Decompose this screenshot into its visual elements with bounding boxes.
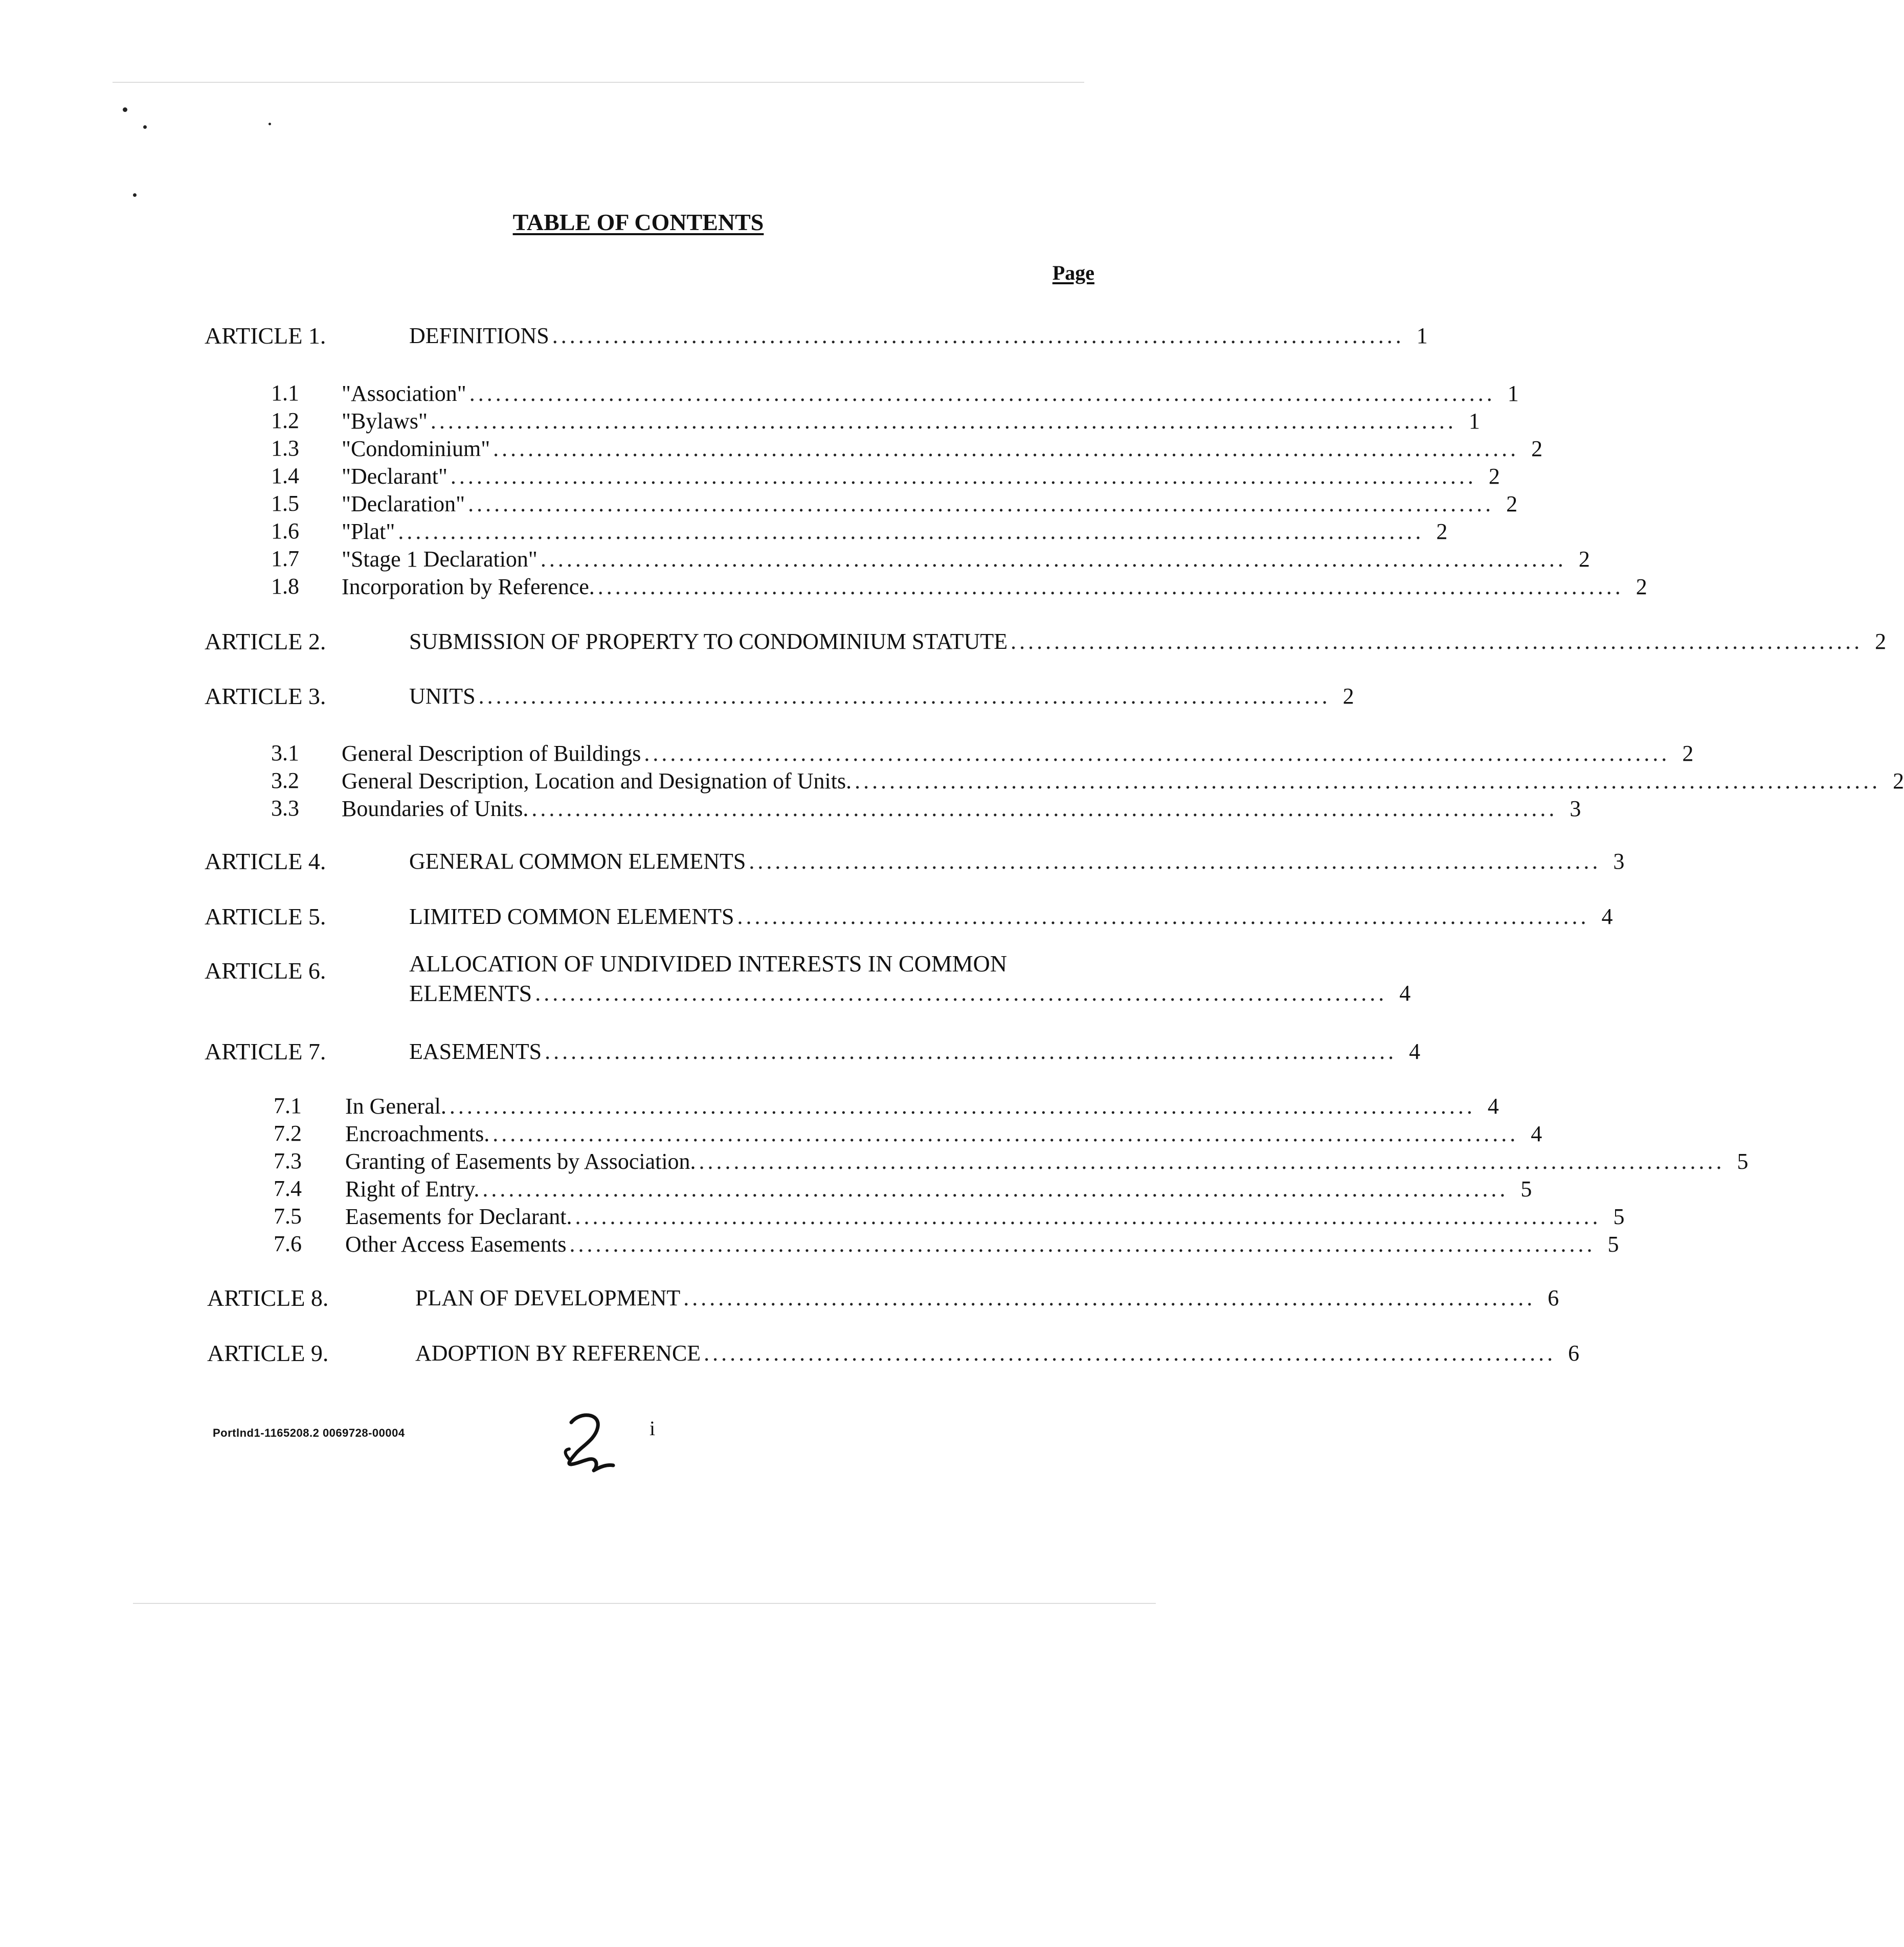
dot-leader: ...................................................................................................................... <box>469 380 1495 406</box>
page-number: 2 <box>1531 436 1543 461</box>
dot-leader: ...................................................................................................................... <box>575 1204 1601 1229</box>
section-number: 1.3 <box>271 436 299 461</box>
section-title: "Stage 1 Declaration" <box>342 546 537 572</box>
section-title: "Plat" <box>342 518 395 544</box>
toc-entry-article-3[interactable] <box>409 680 1354 709</box>
toc-entry-section[interactable] <box>342 405 1480 434</box>
article-heading: SUBMISSION OF PROPERTY TO CONDOMINIUM STATUTE <box>409 628 1008 654</box>
page-number: 4 <box>1409 1038 1421 1064</box>
article-label: ARTICLE 8. <box>207 1285 329 1311</box>
section-number: 3.3 <box>271 796 299 821</box>
section-number: 1.5 <box>271 491 299 516</box>
article-label: ARTICLE 6. <box>205 958 326 984</box>
toc-entry-section[interactable] <box>342 377 1519 406</box>
section-title: "Bylaws" <box>342 408 428 434</box>
article-heading-line-1: ALLOCATION OF UNDIVIDED INTERESTS IN COMMON <box>409 950 1007 977</box>
dot-leader: .................................................................................................. <box>704 1340 1556 1366</box>
toc-entry-article-4[interactable] <box>409 845 1625 874</box>
section-number: 1.8 <box>271 574 299 599</box>
toc-entry-section[interactable] <box>345 1228 1619 1257</box>
page-number: 5 <box>1520 1176 1532 1202</box>
page-number: 1 <box>1468 408 1480 434</box>
section-title: Incorporation by Reference. <box>342 574 595 599</box>
page-number: 3 <box>1570 796 1581 821</box>
section-number: 7.4 <box>274 1176 302 1201</box>
toc-entry-section[interactable] <box>345 1201 1625 1229</box>
dot-leader: ...................................................................................................................... <box>449 1093 1475 1119</box>
section-number: 7.5 <box>274 1204 302 1229</box>
article-heading: EASEMENTS <box>409 1038 542 1064</box>
dot-leader: .................................................................................................. <box>478 683 1331 709</box>
dot-leader: ...................................................................................................................... <box>482 1176 1509 1202</box>
page-number: 6 <box>1548 1285 1559 1310</box>
toc-entry-article-7[interactable] <box>409 1035 1421 1064</box>
page-number: 4 <box>1399 981 1411 1006</box>
section-title: Granting of Easements by Association. <box>345 1148 696 1174</box>
toc-entry-section[interactable] <box>342 543 1590 572</box>
dot-leader: ...................................................................................................................... <box>493 436 1519 461</box>
section-number: 7.2 <box>274 1121 302 1146</box>
page-number: 6 <box>1568 1340 1580 1366</box>
dot-leader: ...................................................................................................................... <box>450 463 1476 489</box>
section-title: Other Access Easements <box>345 1231 567 1257</box>
page-number: 1 <box>1416 323 1428 348</box>
section-number: 7.3 <box>274 1148 302 1173</box>
section-title: General Description of Buildings <box>342 740 641 766</box>
page-number: 2 <box>1342 683 1354 709</box>
page-number: 3 <box>1613 848 1625 874</box>
toc-entry-section[interactable] <box>345 1145 1749 1174</box>
scan-speck <box>133 193 137 197</box>
article-heading: DEFINITIONS <box>409 323 549 348</box>
page-title: TABLE OF CONTENTS <box>512 209 764 235</box>
page-column-label: Page <box>1052 261 1094 284</box>
section-number: 1.4 <box>271 463 299 488</box>
toc-entry-article-6[interactable] <box>409 949 1411 1008</box>
section-title: General Description, Location and Designation of Units. <box>342 768 852 794</box>
section-number: 3.1 <box>271 740 299 765</box>
dot-leader: ...................................................................................................................... <box>699 1148 1725 1174</box>
article-label: ARTICLE 3. <box>205 683 326 709</box>
section-title: "Declarant" <box>342 463 447 489</box>
dot-leader: .................................................................................................. <box>749 848 1601 874</box>
section-title: "Declaration" <box>342 491 465 516</box>
dot-leader: ...................................................................................................................... <box>644 740 1670 766</box>
toc-entry-section[interactable] <box>342 737 1694 766</box>
scan-speck <box>123 107 127 112</box>
dot-leader: ...................................................................................................................... <box>597 574 1624 599</box>
toc-entry-section[interactable] <box>342 460 1500 489</box>
dot-leader: .................................................................................................. <box>1011 628 1863 654</box>
article-heading: GENERAL COMMON ELEMENTS <box>409 848 746 874</box>
toc-entry-section[interactable] <box>342 433 1543 461</box>
page-number: 2 <box>1578 546 1590 572</box>
handwritten-page-number <box>560 1411 616 1473</box>
article-heading: PLAN OF DEVELOPMENT <box>415 1285 681 1310</box>
toc-entry-article-8[interactable] <box>415 1282 1559 1310</box>
dot-leader: ...................................................................................................................... <box>569 1231 1596 1257</box>
page-number: 2 <box>1682 740 1694 766</box>
article-label: ARTICLE 5. <box>205 903 326 930</box>
dot-leader: ...................................................................................................................... <box>540 546 1566 572</box>
section-title: Boundaries of Units. <box>342 796 529 821</box>
section-title: "Association" <box>342 380 466 406</box>
dot-leader: ...................................................................................................................... <box>855 768 1881 794</box>
section-title: In General. <box>345 1093 446 1119</box>
article-heading: ADOPTION BY REFERENCE <box>415 1340 701 1366</box>
toc-entry-section[interactable] <box>342 793 1581 821</box>
section-number: 1.6 <box>271 518 299 544</box>
toc-entry-section[interactable] <box>342 571 1647 599</box>
dot-leader: ...................................................................................................................... <box>398 518 1424 544</box>
scan-speck <box>143 125 147 129</box>
dot-leader: .................................................................................................. <box>552 323 1404 348</box>
scan-artifact-line <box>113 82 1084 83</box>
article-heading-line-2: ELEMENTS <box>409 980 532 1006</box>
dot-leader: ...................................................................................................................... <box>492 1121 1519 1146</box>
article-label: ARTICLE 1. <box>205 323 326 349</box>
page-number: 2 <box>1636 574 1647 599</box>
toc-entry-section[interactable] <box>345 1090 1499 1119</box>
page-number: 4 <box>1601 903 1613 929</box>
toc-entry-section[interactable] <box>342 765 1904 794</box>
section-number: 7.6 <box>274 1231 302 1256</box>
page-number: 5 <box>1607 1231 1619 1257</box>
section-number: 1.7 <box>271 546 299 571</box>
toc-entry-article-9[interactable] <box>415 1337 1580 1366</box>
page-number: 2 <box>1893 768 1904 794</box>
section-title: Encroachments. <box>345 1121 490 1146</box>
page-number: 4 <box>1487 1093 1499 1119</box>
dot-leader: .................................................................................................. <box>535 981 1387 1006</box>
dot-leader: .................................................................................................. <box>683 1285 1536 1310</box>
toc-entry-section[interactable] <box>342 515 1448 544</box>
section-title: "Condominium" <box>342 436 490 461</box>
section-number: 3.2 <box>271 768 299 793</box>
dot-leader: .................................................................................................. <box>545 1038 1397 1064</box>
dot-leader: ...................................................................................................................... <box>468 491 1494 516</box>
toc-entry-article-2[interactable] <box>409 625 1887 654</box>
article-heading: UNITS <box>409 683 476 709</box>
article-heading: LIMITED COMMON ELEMENTS <box>409 903 734 929</box>
article-label: ARTICLE 2. <box>205 628 326 654</box>
page-number: 2 <box>1875 628 1887 654</box>
page-number: 2 <box>1488 463 1500 489</box>
article-label: ARTICLE 4. <box>205 848 326 874</box>
article-label: ARTICLE 9. <box>207 1340 329 1366</box>
document-id: Portlnd1-1165208.2 0069728-00004 <box>213 1427 405 1439</box>
page-number-roman: i <box>649 1417 656 1440</box>
page-number: 2 <box>1436 518 1448 544</box>
page-number: 5 <box>1737 1148 1749 1174</box>
section-number: 7.1 <box>274 1093 302 1118</box>
dot-leader: .................................................................................................. <box>737 903 1589 929</box>
dot-leader: ...................................................................................................................... <box>531 796 1558 821</box>
article-heading-line-2-row <box>409 979 1411 1008</box>
scan-speck <box>268 123 271 125</box>
toc-entry-section[interactable] <box>342 488 1518 516</box>
page-number: 1 <box>1507 380 1519 406</box>
section-title: Easements for Declarant. <box>345 1204 572 1229</box>
section-title: Right of Entry. <box>345 1176 480 1202</box>
toc-entry-section[interactable] <box>345 1173 1532 1202</box>
page-number: 2 <box>1506 491 1518 516</box>
page-number: 5 <box>1613 1204 1625 1229</box>
toc-entry-article-5[interactable] <box>409 900 1613 929</box>
section-number: 1.1 <box>271 380 299 405</box>
section-number: 1.2 <box>271 408 299 433</box>
scan-artifact-line <box>133 1603 1156 1604</box>
dot-leader: ...................................................................................................................... <box>430 408 1457 434</box>
page-number: 4 <box>1531 1121 1542 1146</box>
toc-entry-section[interactable] <box>345 1118 1542 1146</box>
article-label: ARTICLE 7. <box>205 1038 326 1065</box>
toc-entry-article-1[interactable] <box>409 320 1428 348</box>
